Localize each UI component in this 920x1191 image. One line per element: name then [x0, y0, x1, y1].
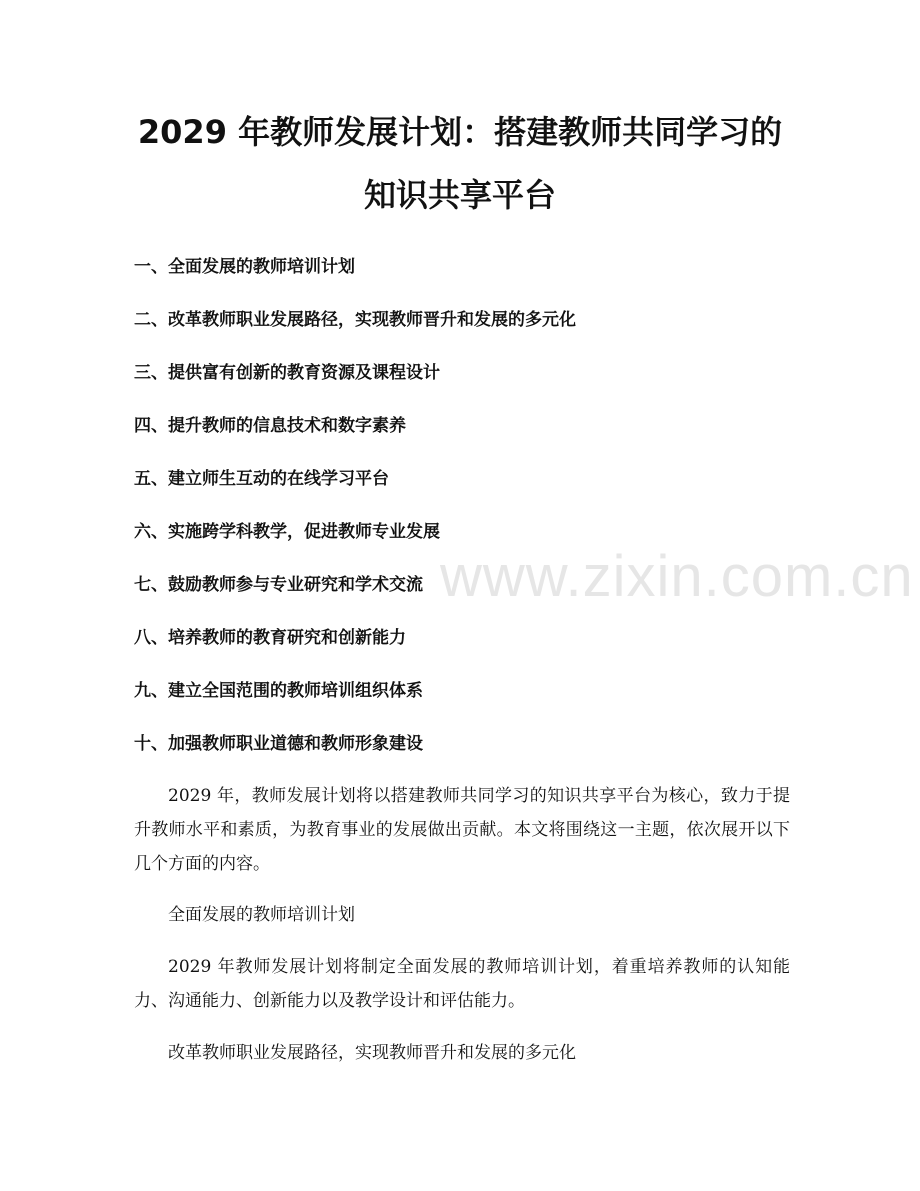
- body-paragraph: 2029 年教师发展计划将制定全面发展的教师培训计划，着重培养教师的认知能力、沟通能力、创新能力以及教学设计和评估能力。: [134, 957, 790, 1011]
- section-heading-text: 全面发展的教师培训计划: [168, 905, 355, 925]
- toc-item: 二、改革教师职业发展路径，实现教师晋升和发展的多元化: [134, 310, 576, 330]
- toc-item: 五、建立师生互动的在线学习平台: [134, 469, 389, 489]
- toc-item: 十、加强教师职业道德和教师形象建设: [134, 734, 423, 754]
- toc-item: 九、建立全国范围的教师培训组织体系: [134, 681, 423, 701]
- toc-item: 三、提供富有创新的教育资源及课程设计: [134, 363, 440, 383]
- document-title-line-1: 2029 年教师发展计划：搭建教师共同学习的: [137, 113, 783, 151]
- document-title-line-2: 知识共享平台: [363, 176, 556, 214]
- watermark: www.zixin.com.cn: [440, 544, 914, 609]
- toc-item: 七、鼓励教师参与专业研究和学术交流: [134, 575, 423, 595]
- toc-item: 四、提升教师的信息技术和数字素养: [134, 416, 406, 436]
- toc-item: 六、实施跨学科教学，促进教师专业发展: [134, 522, 440, 542]
- toc-item: 八、培养教师的教育研究和创新能力: [134, 628, 406, 648]
- body-paragraph: 2029 年，教师发展计划将以搭建教师共同学习的知识共享平台为核心，致力于提升教师水平和素质，为教育事业的发展做出贡献。本文将围绕这一主题，依次展开以下几个方面的内容。: [134, 786, 790, 874]
- toc-item: 一、全面发展的教师培训计划: [134, 257, 355, 277]
- section-heading-text: 改革教师职业发展路径，实现教师晋升和发展的多元化: [168, 1043, 576, 1063]
